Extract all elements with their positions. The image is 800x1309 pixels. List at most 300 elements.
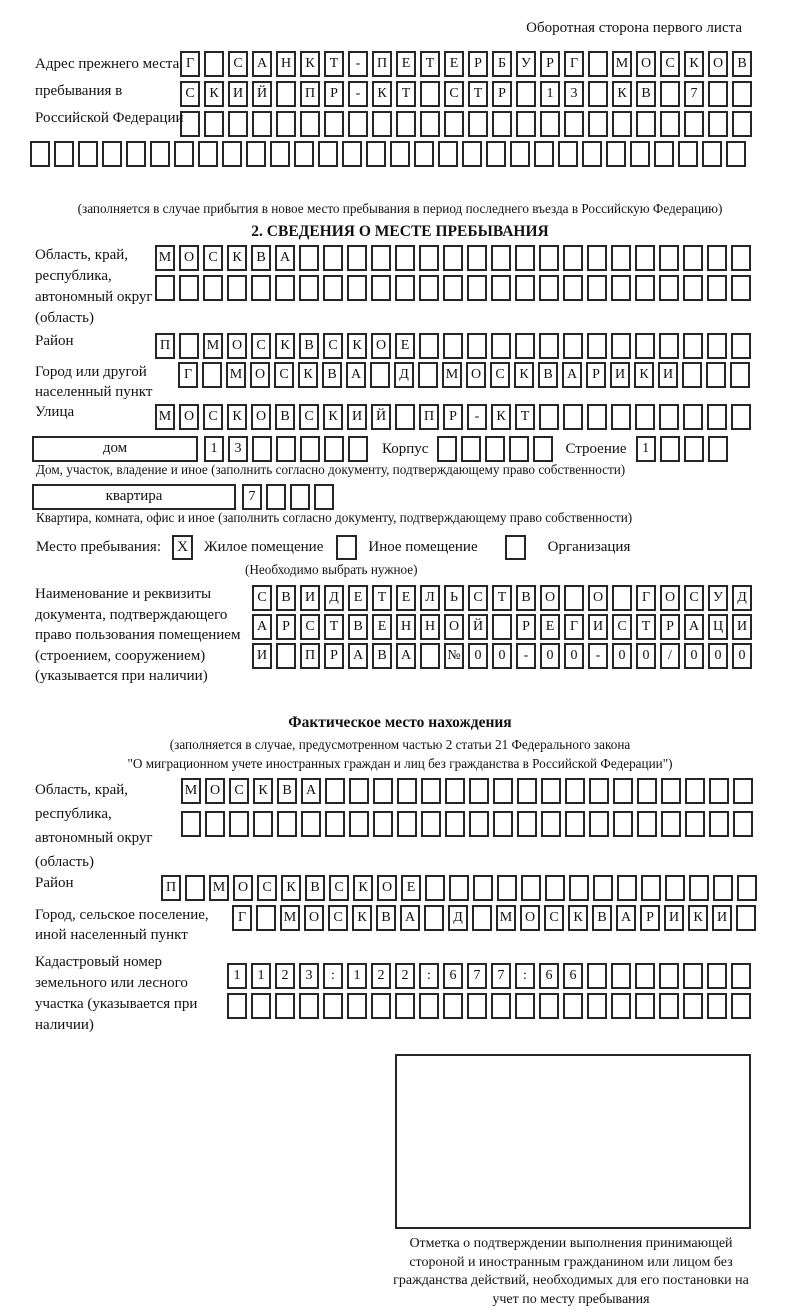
char-cell[interactable]: М [612, 51, 632, 77]
char-cell[interactable] [419, 275, 439, 301]
house-type-box[interactable]: дом [32, 436, 198, 462]
char-cell[interactable] [684, 436, 704, 462]
char-cell[interactable]: Д [394, 362, 414, 388]
char-cell[interactable] [418, 362, 438, 388]
char-cell[interactable] [659, 404, 679, 430]
char-cell[interactable]: Т [372, 585, 392, 611]
char-cell[interactable] [707, 993, 727, 1019]
char-cell[interactable] [733, 811, 753, 837]
char-cell[interactable]: Ь [444, 585, 464, 611]
char-cell[interactable] [397, 778, 417, 804]
char-cell[interactable] [299, 245, 319, 271]
char-cell[interactable]: И [664, 905, 684, 931]
char-cell[interactable]: 0 [540, 643, 560, 669]
char-cell[interactable] [462, 141, 482, 167]
char-cell[interactable]: С [229, 778, 249, 804]
char-cell[interactable]: 7 [467, 963, 487, 989]
char-cell[interactable]: Т [468, 81, 488, 107]
char-cell[interactable]: М [209, 875, 229, 901]
char-cell[interactable] [469, 811, 489, 837]
char-cell[interactable] [419, 245, 439, 271]
char-cell[interactable] [516, 111, 536, 137]
char-cell[interactable]: Т [636, 614, 656, 640]
char-cell[interactable] [515, 993, 535, 1019]
char-cell[interactable]: У [516, 51, 536, 77]
char-cell[interactable]: М [181, 778, 201, 804]
char-cell[interactable] [371, 275, 391, 301]
char-cell[interactable] [611, 963, 631, 989]
char-cell[interactable]: Е [372, 614, 392, 640]
char-cell[interactable]: 0 [636, 643, 656, 669]
char-cell[interactable]: № [444, 643, 464, 669]
char-cell[interactable]: С [444, 81, 464, 107]
char-cell[interactable] [685, 778, 705, 804]
char-cell[interactable] [300, 111, 320, 137]
char-cell[interactable]: В [348, 614, 368, 640]
char-cell[interactable] [228, 111, 248, 137]
char-cell[interactable] [587, 275, 607, 301]
char-cell[interactable]: К [353, 875, 373, 901]
char-cell[interactable]: С [274, 362, 294, 388]
char-cell[interactable] [539, 245, 559, 271]
char-cell[interactable] [373, 778, 393, 804]
char-cell[interactable] [251, 275, 271, 301]
char-cell[interactable] [660, 436, 680, 462]
checkbox-residential[interactable]: X [172, 535, 193, 560]
char-cell[interactable]: К [684, 51, 704, 77]
char-cell[interactable] [419, 333, 439, 359]
char-cell[interactable]: С [252, 585, 272, 611]
char-cell[interactable]: И [588, 614, 608, 640]
char-cell[interactable] [726, 141, 746, 167]
char-cell[interactable] [252, 436, 272, 462]
char-cell[interactable] [497, 875, 517, 901]
char-cell[interactable] [461, 436, 481, 462]
char-cell[interactable]: М [155, 404, 175, 430]
char-cell[interactable]: Е [396, 585, 416, 611]
char-cell[interactable]: Б [492, 51, 512, 77]
char-cell[interactable]: Р [468, 51, 488, 77]
char-cell[interactable]: О [466, 362, 486, 388]
char-cell[interactable]: 2 [395, 963, 415, 989]
char-cell[interactable]: С [544, 905, 564, 931]
char-cell[interactable] [713, 875, 733, 901]
char-cell[interactable] [564, 585, 584, 611]
char-cell[interactable]: К [612, 81, 632, 107]
char-cell[interactable]: Г [232, 905, 252, 931]
char-cell[interactable] [659, 993, 679, 1019]
char-cell[interactable] [731, 963, 751, 989]
char-cell[interactable]: Р [276, 614, 296, 640]
char-cell[interactable] [421, 811, 441, 837]
char-cell[interactable] [347, 993, 367, 1019]
char-cell[interactable] [347, 245, 367, 271]
char-cell[interactable] [395, 404, 415, 430]
char-cell[interactable]: Е [401, 875, 421, 901]
char-cell[interactable] [661, 811, 681, 837]
char-cell[interactable]: К [347, 333, 367, 359]
char-cell[interactable]: А [616, 905, 636, 931]
char-cell[interactable] [587, 993, 607, 1019]
char-cell[interactable]: К [352, 905, 372, 931]
char-cell[interactable] [539, 993, 559, 1019]
char-cell[interactable] [342, 141, 362, 167]
char-cell[interactable] [318, 141, 338, 167]
char-cell[interactable] [266, 484, 286, 510]
char-cell[interactable]: П [300, 81, 320, 107]
char-cell[interactable] [420, 81, 440, 107]
char-cell[interactable] [545, 875, 565, 901]
char-cell[interactable]: О [377, 875, 397, 901]
char-cell[interactable]: Е [395, 333, 415, 359]
char-cell[interactable] [611, 275, 631, 301]
char-cell[interactable] [347, 275, 367, 301]
char-cell[interactable] [682, 362, 702, 388]
char-cell[interactable]: 0 [708, 643, 728, 669]
char-cell[interactable]: А [348, 643, 368, 669]
char-cell[interactable] [443, 275, 463, 301]
char-cell[interactable]: 2 [275, 963, 295, 989]
char-cell[interactable] [372, 111, 392, 137]
char-cell[interactable] [510, 141, 530, 167]
char-cell[interactable] [630, 141, 650, 167]
char-cell[interactable]: С [251, 333, 271, 359]
char-cell[interactable] [300, 436, 320, 462]
char-cell[interactable]: К [568, 905, 588, 931]
char-cell[interactable] [515, 333, 535, 359]
char-cell[interactable] [445, 811, 465, 837]
char-cell[interactable] [473, 875, 493, 901]
char-cell[interactable] [612, 585, 632, 611]
char-cell[interactable] [443, 333, 463, 359]
char-cell[interactable]: Г [564, 51, 584, 77]
char-cell[interactable]: С [323, 333, 343, 359]
char-cell[interactable] [396, 111, 416, 137]
char-cell[interactable]: О [205, 778, 225, 804]
checkbox-organization[interactable] [505, 535, 526, 560]
char-cell[interactable] [660, 81, 680, 107]
char-cell[interactable] [323, 275, 343, 301]
char-cell[interactable] [593, 875, 613, 901]
char-cell[interactable] [301, 811, 321, 837]
char-cell[interactable]: Д [324, 585, 344, 611]
char-cell[interactable] [654, 141, 674, 167]
char-cell[interactable] [732, 111, 752, 137]
char-cell[interactable]: В [305, 875, 325, 901]
char-cell[interactable] [563, 275, 583, 301]
char-cell[interactable] [606, 141, 626, 167]
char-cell[interactable] [246, 141, 266, 167]
char-cell[interactable] [421, 778, 441, 804]
char-cell[interactable] [541, 811, 561, 837]
char-cell[interactable] [102, 141, 122, 167]
char-cell[interactable]: В [276, 585, 296, 611]
char-cell[interactable] [276, 643, 296, 669]
char-cell[interactable]: М [226, 362, 246, 388]
char-cell[interactable]: С [203, 245, 223, 271]
char-cell[interactable]: К [491, 404, 511, 430]
char-cell[interactable] [443, 993, 463, 1019]
char-cell[interactable]: Г [564, 614, 584, 640]
char-cell[interactable]: Т [515, 404, 535, 430]
char-cell[interactable]: 1 [540, 81, 560, 107]
char-cell[interactable] [126, 141, 146, 167]
char-cell[interactable]: О [371, 333, 391, 359]
char-cell[interactable]: В [636, 81, 656, 107]
char-cell[interactable]: В [275, 404, 295, 430]
char-cell[interactable] [588, 111, 608, 137]
char-cell[interactable] [493, 778, 513, 804]
char-cell[interactable]: В [376, 905, 396, 931]
char-cell[interactable]: 6 [563, 963, 583, 989]
char-cell[interactable]: С [257, 875, 277, 901]
char-cell[interactable] [517, 778, 537, 804]
char-cell[interactable]: : [323, 963, 343, 989]
char-cell[interactable] [371, 245, 391, 271]
char-cell[interactable] [678, 141, 698, 167]
char-cell[interactable] [683, 333, 703, 359]
char-cell[interactable]: Т [396, 81, 416, 107]
char-cell[interactable] [486, 141, 506, 167]
char-cell[interactable]: С [468, 585, 488, 611]
char-cell[interactable]: К [275, 333, 295, 359]
char-cell[interactable]: : [419, 963, 439, 989]
char-cell[interactable] [485, 436, 505, 462]
char-cell[interactable] [349, 811, 369, 837]
char-cell[interactable] [390, 141, 410, 167]
char-cell[interactable] [563, 993, 583, 1019]
char-cell[interactable] [204, 111, 224, 137]
char-cell[interactable] [702, 141, 722, 167]
char-cell[interactable]: О [636, 51, 656, 77]
char-cell[interactable]: К [300, 51, 320, 77]
char-cell[interactable]: О [520, 905, 540, 931]
char-cell[interactable] [469, 778, 489, 804]
char-cell[interactable] [251, 993, 271, 1019]
char-cell[interactable] [736, 905, 756, 931]
char-cell[interactable] [227, 275, 247, 301]
char-cell[interactable]: У [708, 585, 728, 611]
char-cell[interactable]: П [300, 643, 320, 669]
char-cell[interactable]: С [329, 875, 349, 901]
char-cell[interactable] [635, 404, 655, 430]
char-cell[interactable] [181, 811, 201, 837]
char-cell[interactable] [78, 141, 98, 167]
char-cell[interactable] [707, 333, 727, 359]
char-cell[interactable] [665, 875, 685, 901]
char-cell[interactable] [540, 111, 560, 137]
char-cell[interactable] [660, 111, 680, 137]
char-cell[interactable] [348, 436, 368, 462]
char-cell[interactable] [565, 811, 585, 837]
char-cell[interactable]: Д [448, 905, 468, 931]
char-cell[interactable] [414, 141, 434, 167]
char-cell[interactable] [420, 111, 440, 137]
char-cell[interactable]: В [322, 362, 342, 388]
char-cell[interactable] [706, 362, 726, 388]
char-cell[interactable]: - [588, 643, 608, 669]
char-cell[interactable] [569, 875, 589, 901]
char-cell[interactable] [444, 111, 464, 137]
char-cell[interactable]: И [347, 404, 367, 430]
char-cell[interactable]: 1 [347, 963, 367, 989]
char-cell[interactable]: Н [396, 614, 416, 640]
char-cell[interactable]: 0 [732, 643, 752, 669]
char-cell[interactable] [659, 333, 679, 359]
char-cell[interactable] [731, 993, 751, 1019]
char-cell[interactable]: 7 [242, 484, 262, 510]
char-cell[interactable]: И [610, 362, 630, 388]
char-cell[interactable] [516, 81, 536, 107]
char-cell[interactable] [270, 141, 290, 167]
char-cell[interactable]: Н [420, 614, 440, 640]
char-cell[interactable] [443, 245, 463, 271]
char-cell[interactable] [277, 811, 297, 837]
char-cell[interactable]: В [538, 362, 558, 388]
char-cell[interactable] [419, 993, 439, 1019]
char-cell[interactable]: П [372, 51, 392, 77]
char-cell[interactable] [564, 111, 584, 137]
char-cell[interactable]: М [203, 333, 223, 359]
char-cell[interactable] [425, 875, 445, 901]
char-cell[interactable]: О [444, 614, 464, 640]
char-cell[interactable] [30, 141, 50, 167]
char-cell[interactable]: Р [324, 643, 344, 669]
char-cell[interactable]: Т [324, 51, 344, 77]
char-cell[interactable] [467, 275, 487, 301]
char-cell[interactable]: О [179, 245, 199, 271]
char-cell[interactable] [731, 333, 751, 359]
char-cell[interactable]: И [228, 81, 248, 107]
char-cell[interactable] [737, 875, 757, 901]
char-cell[interactable] [155, 275, 175, 301]
char-cell[interactable] [299, 993, 319, 1019]
char-cell[interactable]: О [179, 404, 199, 430]
char-cell[interactable] [256, 905, 276, 931]
char-cell[interactable] [54, 141, 74, 167]
char-cell[interactable]: А [252, 51, 272, 77]
char-cell[interactable] [730, 362, 750, 388]
char-cell[interactable] [612, 111, 632, 137]
char-cell[interactable]: И [712, 905, 732, 931]
char-cell[interactable] [276, 81, 296, 107]
char-cell[interactable] [582, 141, 602, 167]
char-cell[interactable] [174, 141, 194, 167]
apartment-type-box[interactable]: квартира [32, 484, 236, 510]
char-cell[interactable] [198, 141, 218, 167]
char-cell[interactable] [732, 81, 752, 107]
char-cell[interactable] [325, 811, 345, 837]
char-cell[interactable] [467, 333, 487, 359]
char-cell[interactable] [708, 111, 728, 137]
char-cell[interactable]: В [732, 51, 752, 77]
char-cell[interactable]: Р [443, 404, 463, 430]
char-cell[interactable] [641, 875, 661, 901]
char-cell[interactable]: С [180, 81, 200, 107]
char-cell[interactable] [661, 778, 681, 804]
char-cell[interactable]: К [281, 875, 301, 901]
char-cell[interactable] [370, 362, 390, 388]
char-cell[interactable] [587, 404, 607, 430]
char-cell[interactable]: О [251, 404, 271, 430]
char-cell[interactable] [491, 993, 511, 1019]
char-cell[interactable] [515, 245, 535, 271]
char-cell[interactable] [276, 436, 296, 462]
char-cell[interactable]: А [400, 905, 420, 931]
char-cell[interactable]: 0 [612, 643, 632, 669]
char-cell[interactable] [229, 811, 249, 837]
char-cell[interactable] [203, 275, 223, 301]
char-cell[interactable] [204, 51, 224, 77]
char-cell[interactable] [179, 275, 199, 301]
char-cell[interactable]: Р [640, 905, 660, 931]
char-cell[interactable] [515, 275, 535, 301]
char-cell[interactable]: О [660, 585, 680, 611]
char-cell[interactable]: О [540, 585, 560, 611]
char-cell[interactable]: С [299, 404, 319, 430]
char-cell[interactable]: 1 [251, 963, 271, 989]
char-cell[interactable]: П [419, 404, 439, 430]
char-cell[interactable]: 0 [564, 643, 584, 669]
char-cell[interactable] [613, 778, 633, 804]
char-cell[interactable] [659, 275, 679, 301]
char-cell[interactable] [150, 141, 170, 167]
char-cell[interactable] [534, 141, 554, 167]
char-cell[interactable]: К [298, 362, 318, 388]
char-cell[interactable] [491, 245, 511, 271]
char-cell[interactable] [371, 993, 391, 1019]
char-cell[interactable]: А [562, 362, 582, 388]
char-cell[interactable] [539, 333, 559, 359]
char-cell[interactable] [731, 404, 751, 430]
char-cell[interactable] [468, 111, 488, 137]
char-cell[interactable]: - [467, 404, 487, 430]
char-cell[interactable] [395, 993, 415, 1019]
char-cell[interactable] [611, 404, 631, 430]
char-cell[interactable] [707, 275, 727, 301]
char-cell[interactable]: 0 [684, 643, 704, 669]
char-cell[interactable]: Й [468, 614, 488, 640]
char-cell[interactable]: Н [276, 51, 296, 77]
char-cell[interactable] [420, 643, 440, 669]
char-cell[interactable] [325, 778, 345, 804]
char-cell[interactable]: О [250, 362, 270, 388]
char-cell[interactable]: В [299, 333, 319, 359]
char-cell[interactable] [276, 111, 296, 137]
char-cell[interactable] [613, 811, 633, 837]
char-cell[interactable] [683, 404, 703, 430]
char-cell[interactable] [588, 51, 608, 77]
char-cell[interactable]: К [227, 245, 247, 271]
char-cell[interactable] [617, 875, 637, 901]
char-cell[interactable] [323, 245, 343, 271]
char-cell[interactable] [472, 905, 492, 931]
char-cell[interactable]: К [514, 362, 534, 388]
char-cell[interactable]: В [277, 778, 297, 804]
char-cell[interactable] [589, 811, 609, 837]
char-cell[interactable] [467, 993, 487, 1019]
char-cell[interactable] [491, 275, 511, 301]
char-cell[interactable]: 1 [636, 436, 656, 462]
char-cell[interactable]: 7 [684, 81, 704, 107]
char-cell[interactable]: С [228, 51, 248, 77]
char-cell[interactable]: О [227, 333, 247, 359]
char-cell[interactable]: А [396, 643, 416, 669]
char-cell[interactable] [185, 875, 205, 901]
char-cell[interactable]: Д [732, 585, 752, 611]
char-cell[interactable] [685, 811, 705, 837]
char-cell[interactable] [709, 778, 729, 804]
